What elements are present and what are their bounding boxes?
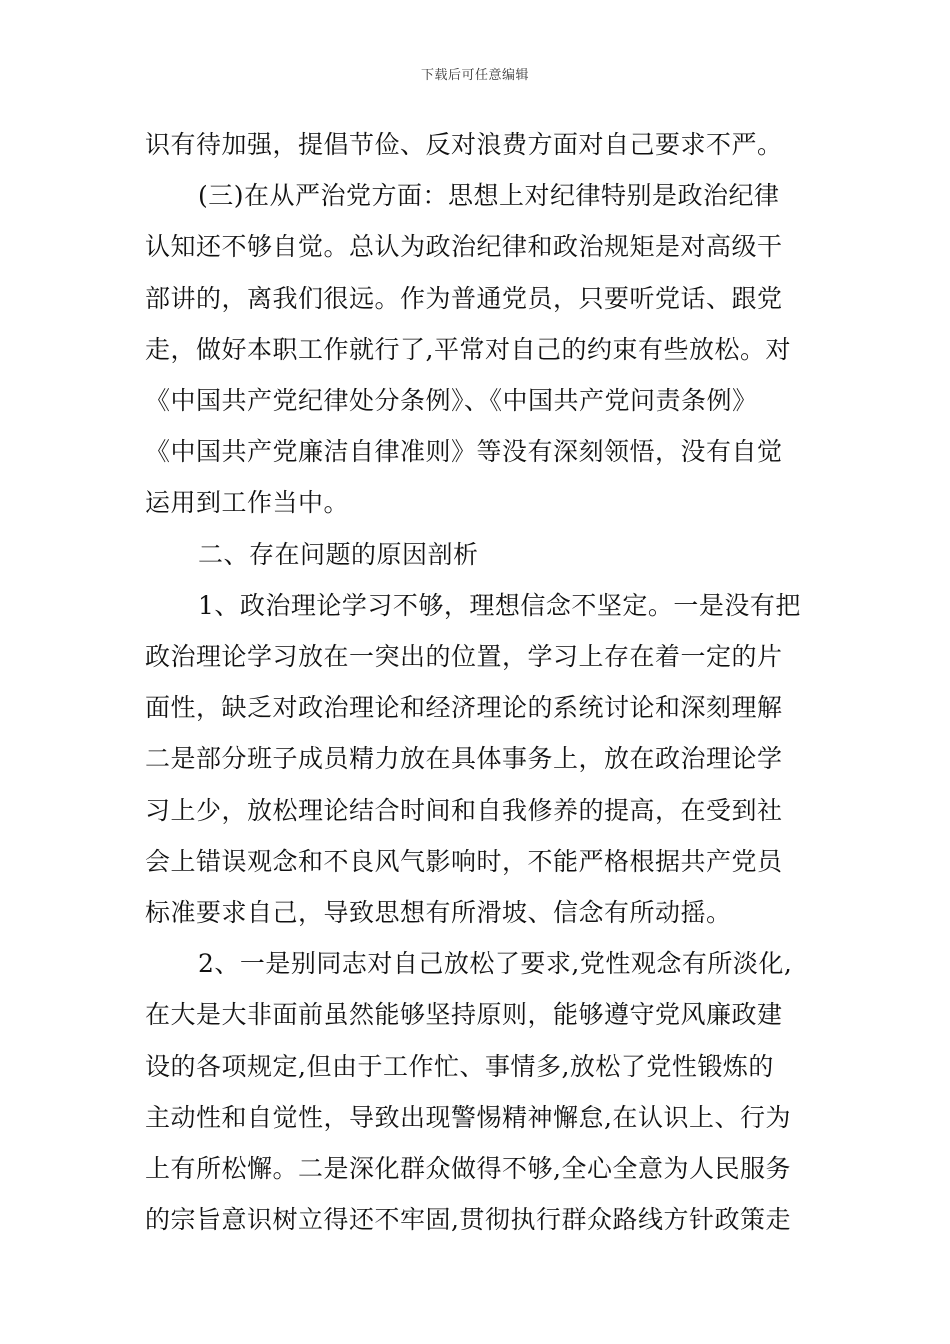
text-line: 面性，缺乏对政治理论和经济理论的系统讨论和深刻理解: [145, 693, 783, 723]
text-line: (三)在从严治党方面：思想上对纪律特别是政治纪律: [198, 181, 780, 211]
text-line: 认知还不够自觉。总认为政治纪律和政治规矩是对高级干: [145, 232, 783, 262]
text-line: 上有所松懈。二是深化群众做得不够,全心全意为人民服务: [145, 1154, 791, 1183]
text-line: 二是部分班子成员精力放在具体事务上，放在政治理论学: [145, 744, 783, 774]
text-line: 《中国共产党廉洁自律准则》等没有深刻领悟，没有自觉: [145, 437, 783, 467]
text-line: 标准要求自己，导致思想有所滑坡、信念有所动摇。: [145, 898, 732, 927]
text-line: 2、一是别同志对自己放松了要求,党性观念有所淡化,: [198, 949, 793, 979]
text-line: 主动性和自觉性，导致出现警惕精神懈怠,在认识上、行为: [145, 1102, 791, 1132]
text-line: 会上错误观念和不良风气影响时，不能严格根据共产党员: [145, 846, 783, 876]
text-line: 走，做好本职工作就行了,平常对自己的约束有些放松。对: [145, 334, 791, 364]
text-line: 识有待加强，提倡节俭、反对浪费方面对自己要求不严。: [145, 130, 783, 159]
text-line: 二、存在问题的原因剖析: [198, 539, 479, 569]
text-line: 设的各项规定,但由于工作忙、事情多,放松了党性锻炼的: [145, 1051, 774, 1081]
text-line: 部讲的，离我们很远。作为普通党员，只要听党话、跟党: [145, 283, 783, 313]
text-line: 1、政治理论学习不够，理想信念不坚定。一是没有把: [198, 590, 801, 620]
text-line: 运用到工作当中。: [145, 488, 350, 518]
text-line: 的宗旨意识树立得还不牢固,贯彻执行群众路线方针政策走: [145, 1205, 791, 1235]
header-note: 下载后可任意编辑: [420, 68, 529, 83]
text-line: 习上少，放松理论结合时间和自我修养的提高，在受到社: [145, 795, 783, 825]
text-line: 《中国共产党纪律处分条例》、《中国共产党问责条例》: [145, 386, 758, 415]
text-line: 政治理论学习放在一突出的位置，学习上存在着一定的片: [145, 642, 783, 671]
text-line: 在大是大非面前虽然能够坚持原则，能够遵守党风廉政建: [145, 1000, 783, 1030]
